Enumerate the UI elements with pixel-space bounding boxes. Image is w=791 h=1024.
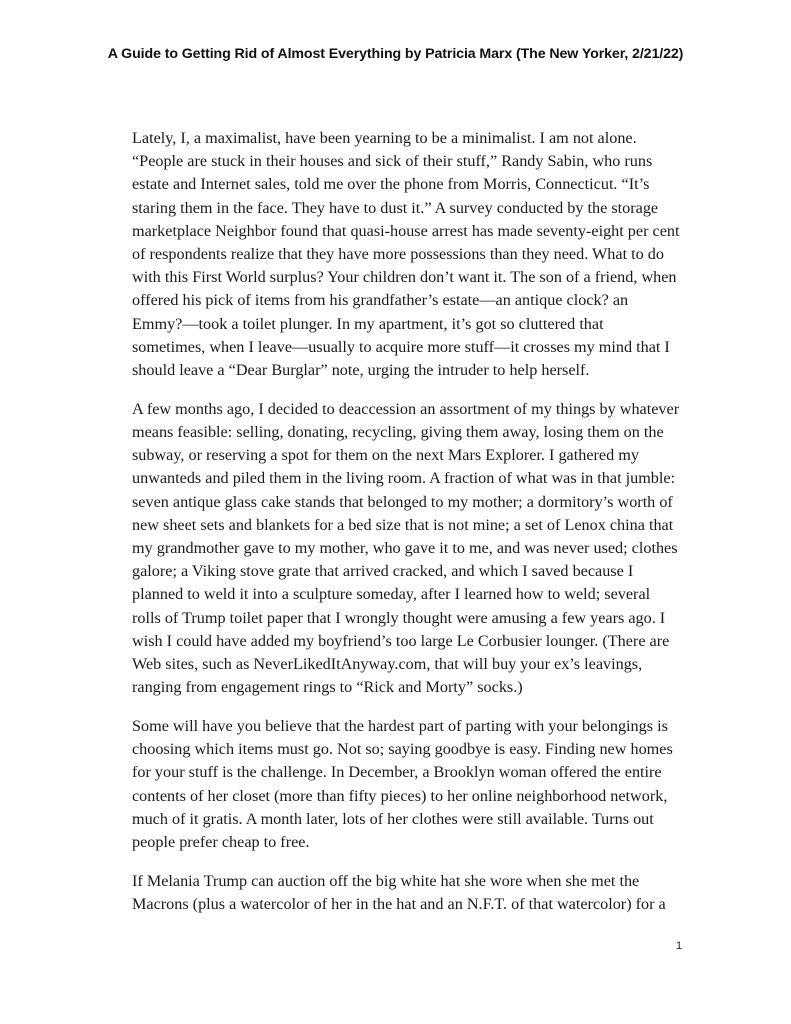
text-line: Emmy?—took a toilet plunger. In my apartment, it’s got so cluttered that	[132, 314, 604, 333]
text-line: If Melania Trump can auction off the big white hat she wore when she met the	[132, 871, 640, 890]
text-line: offered his pick of items from his grandfather’s estate—an antique clock? an	[132, 291, 629, 310]
text-line: choosing which items must go. Not so; saying goodbye is easy. Finding new homes	[132, 740, 673, 759]
text-line: my grandmother gave to my mother, who gave it to me, and was never used; clothes	[132, 539, 678, 558]
page-number: 1	[676, 940, 683, 952]
text-line: for your stuff is the challenge. In December, a Brooklyn woman offered the entire	[132, 763, 662, 782]
text-line: sometimes, when I leave—usually to acquire more stuff—it crosses my mind that I	[132, 337, 670, 356]
text-line: galore; a Viking stove grate that arrived cracked, and which I saved because I	[132, 562, 634, 581]
text-line: unwanteds and piled them in the living room. A fraction of what was in that jumble:	[132, 469, 676, 488]
document-header: A Guide to Getting Rid of Almost Everything by Patricia Marx (The New Yorker, 2/21/22)	[107, 46, 684, 62]
text-line: seven antique glass cake stands that belonged to my mother; a dormitory’s worth of	[132, 492, 673, 511]
text-line: should leave a “Dear Burglar” note, urging the intruder to help herself.	[132, 361, 590, 380]
document-body	[132, 127, 692, 932]
text-line: new sheet sets and blankets for a bed size that is not mine; a set of Lenox china that	[132, 515, 674, 534]
text-line: A few months ago, I decided to deaccession an assortment of my things by whatever	[132, 399, 680, 418]
text-line: “People are stuck in their houses and sick of their stuff,” Randy Sabin, who runs	[132, 152, 653, 171]
text-line: staring them in the face. They have to dust it.” A survey conducted by the storage	[132, 198, 659, 217]
text-line: with this First World surplus? Your children don’t want it. The son of a friend, when	[132, 268, 677, 287]
text-line: of respondents realize that they have more possessions than they need. What to do	[132, 245, 664, 264]
text-line: subway, or reserving a spot for them on the next Mars Explorer. I gathered my	[132, 446, 639, 465]
text-line: planned to weld it into a sculpture someday, after I learned how to weld; several	[132, 585, 651, 604]
paragraph-2	[132, 398, 692, 700]
text-line: Web sites, such as NeverLikedItAnyway.com, that will buy your ex’s leavings,	[132, 655, 643, 674]
paragraph-1	[132, 127, 692, 382]
text-line: estate and Internet sales, told me over the phone from Morris, Connecticut. “It’s	[132, 175, 650, 194]
text-line: wish I could have added my boyfriend’s too large Le Corbusier lounger. (There are	[132, 631, 670, 650]
text-line: marketplace Neighbor found that quasi-house arrest has made seventy-eight per cent	[132, 221, 680, 240]
text-line: Macrons (plus a watercolor of her in the hat and an N.F.T. of that watercolor) for a	[132, 895, 666, 914]
paragraph-4	[132, 870, 692, 916]
text-line: rolls of Trump toilet paper that I wrongly thought were amusing a few years ago. I	[132, 608, 666, 627]
text-line: people prefer cheap to free.	[132, 833, 310, 852]
paragraph-3	[132, 715, 692, 854]
text-line: much of it gratis. A month later, lots of her clothes were still available. Turns out	[132, 809, 654, 828]
text-line: Some will have you believe that the hardest part of parting with your belongings is	[132, 717, 668, 736]
text-line: Lately, I, a maximalist, have been yearning to be a minimalist. I am not alone.	[132, 129, 637, 147]
text-line: ranging from engagement rings to “Rick and Morty” socks.)	[132, 678, 523, 697]
text-line: contents of her closet (more than fifty pieces) to her online neighborhood network,	[132, 786, 668, 805]
text-line: means feasible: selling, donating, recycling, giving them away, losing them on the	[132, 423, 664, 442]
